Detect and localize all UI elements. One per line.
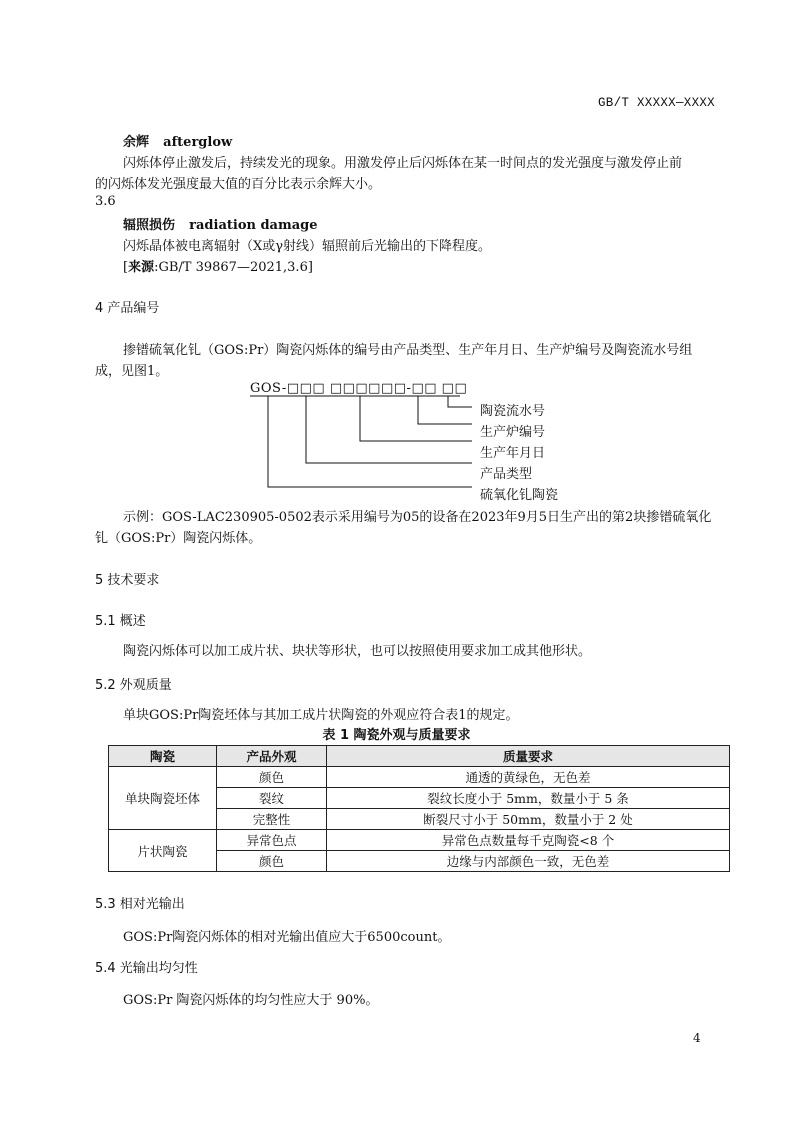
requirement-cell: 裂纹长度小于 5mm，数量小于 5 条 (327, 788, 730, 809)
term-en: afterglow (163, 135, 233, 150)
paragraph-line: 陶瓷闪烁体可以加工成片状、块状等形状，也可以按照使用要求加工成其他形状。 (123, 644, 592, 659)
label-type: 产品类型 (480, 467, 533, 482)
code-furnace: □□ (411, 381, 438, 396)
table-row (109, 830, 730, 851)
requirement-cell: 异常色点数量每千克陶瓷<8 个 (327, 830, 730, 851)
section-heading: 4 产品编号 (95, 301, 160, 316)
subsection-heading: 5.1 概述 (95, 614, 146, 629)
requirement-cell: 通透的黄绿色，无色差 (327, 767, 730, 788)
label-prefix: 硫氧化钆陶瓷 (480, 488, 559, 503)
item-cell: 完整性 (217, 809, 327, 830)
subsection-heading: 5.4 光输出均匀性 (95, 961, 198, 976)
subsection-heading: 5.3 相对光输出 (95, 897, 185, 912)
leader-furnace (418, 396, 472, 424)
term-cn: 余辉 (123, 135, 150, 150)
item-cell: 颜色 (217, 767, 327, 788)
paragraph-line: 掺镨硫氧化钆（GOS:Pr）陶瓷闪烁体的编号由产品类型、生产年月日、生产炉编号及陶瓷流水号组 (123, 343, 693, 358)
document-id: GB/T XXXXX—XXXX (597, 96, 715, 110)
paragraph-line: GOS:Pr陶瓷闪烁体的相对光输出值应大于6500count。 (123, 930, 451, 945)
leader-type (306, 396, 472, 463)
item-cell: 颜色 (217, 851, 327, 872)
leader-serial (448, 396, 472, 407)
table-header: 质量要求 (327, 746, 730, 767)
code-dash: - (406, 381, 412, 396)
item-cell: 裂纹 (217, 788, 327, 809)
section-heading: 5 技术要求 (95, 573, 160, 588)
item-cell: 异常色点 (217, 830, 327, 851)
group-cell: 单块陶瓷坯体 (109, 767, 217, 830)
term-cn: 辐照损伤 (123, 218, 176, 233)
paragraph-line: 单块GOS:Pr陶瓷坯体与其加工成片状陶瓷的外观应符合表1的规定。 (123, 708, 519, 723)
table-caption: 表 1 陶瓷外观与质量要求 (322, 728, 471, 743)
subsection-heading: 5.2 外观质量 (95, 678, 172, 693)
requirement-cell: 断裂尺寸小于 50mm，数量小于 2 处 (327, 809, 730, 830)
label-serial: 陶瓷流水号 (480, 404, 546, 419)
group-cell: 片状陶瓷 (109, 830, 217, 872)
leader-date (360, 396, 472, 441)
code-type: □□□ (286, 381, 326, 396)
code-diagram-lines (0, 0, 793, 520)
definition-line: 闪烁体停止激发后，持续发光的现象。用激发停止后闪烁体在某一时间点的发光强度与激发停止前 (123, 156, 683, 171)
code-date: □□□□□□ (329, 381, 407, 396)
term-en: radiation damage (189, 218, 318, 233)
label-date: 生产年月日 (480, 446, 546, 461)
page-number: 4 (693, 1031, 701, 1045)
paragraph-line: GOS:Pr 陶瓷闪烁体的均匀性应大于 90%。 (123, 993, 379, 1008)
table-row (109, 767, 730, 788)
definition-line: 的闪烁体发光强度最大值的百分比表示余辉大小。 (95, 177, 382, 192)
paragraph-line: 成，见图1。 (95, 364, 169, 379)
table-header-row (109, 746, 730, 767)
source-reference: [来源:GB/T 39867—2021,3.6] (123, 260, 313, 275)
definition-line: 闪烁晶体被电离辐射（X或γ射线）辐照前后光输出的下降程度。 (123, 239, 492, 254)
quality-table (108, 745, 730, 872)
example-line: 示例：GOS-LAC230905-0502表示采用编号为05的设备在2023年9月5日生产出的第2块掺镨硫氧化 (123, 510, 712, 525)
code-serial: □□ (441, 381, 468, 396)
source-label: 来源 (128, 260, 155, 275)
clause-number: 3.6 (95, 194, 116, 209)
table-header: 陶瓷 (109, 746, 217, 767)
requirement-cell: 边缘与内部颜色一致，无色差 (327, 851, 730, 872)
source-value: :GB/T 39867—2021,3.6] (154, 260, 313, 275)
label-furnace: 生产炉编号 (480, 425, 546, 440)
code-prefix: GOS- (250, 381, 287, 396)
example-line: 钆（GOS:Pr）陶瓷闪烁体。 (95, 531, 262, 546)
table-header: 产品外观 (217, 746, 327, 767)
